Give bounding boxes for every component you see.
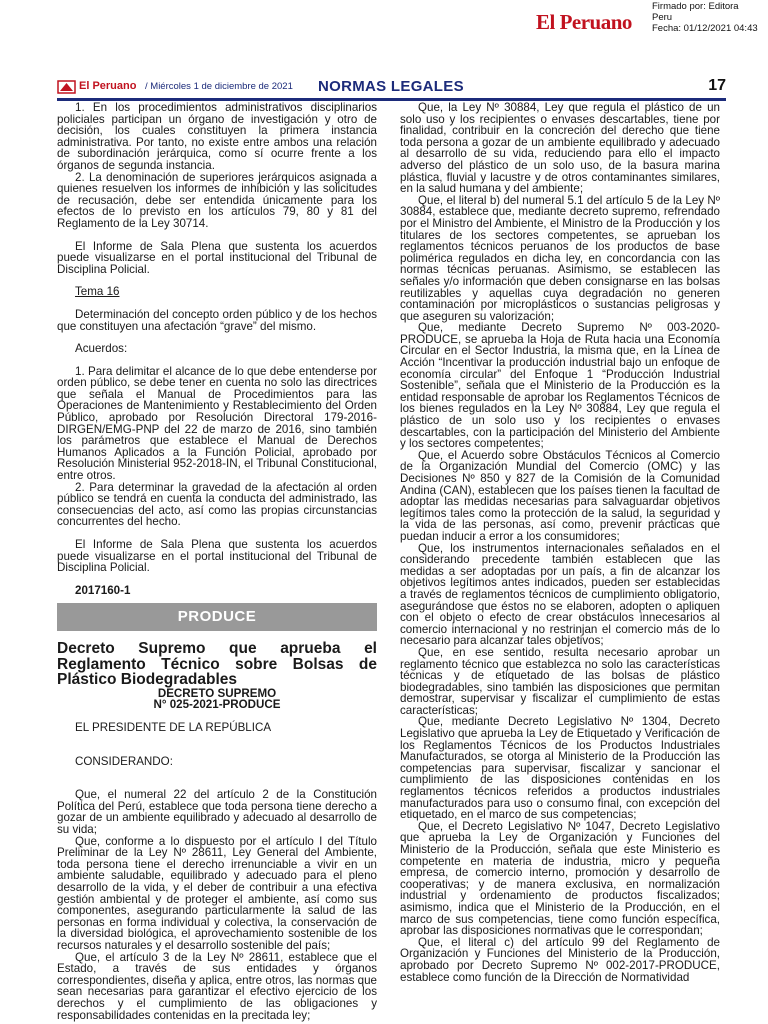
paragraph: El Informe de Sala Plena que sustenta los acuerdos puede visualizarse en el portal institucional del Tribunal de Disciplina Policial. [57, 239, 377, 276]
section-banner-produce: PRODUCE [57, 603, 377, 631]
page-number: 17 [708, 77, 726, 94]
header-date: / Miércoles 1 de diciembre de 2021 [145, 81, 293, 92]
paragraph: Que, mediante Decreto Supremo Nº 003-2020-PRODUCE, se aprueba la Hoja de Ruta hacia una Economía Circular en el Sector Industria, la misma que, en la Línea de Acción “Incentivar la producción industrial bajo un enfoque de economía circular” del Enfoque 1 “Producción Industrial Sostenible”, señala que el Ministerio de la Producción es la entidad responsable de aprobar los Reglamentos Técnicos de los bienes regulados en la Ley Nº 30884, Ley que regula el plástico de un solo uso y los recipientes o envases descartables, con la participación del Ministerio del Ambiente y los sectores competentes; [400, 321, 720, 451]
paragraph: El Informe de Sala Plena que sustenta los acuerdos puede visualizarse en el portal institucional del Tribunal de Disciplina Policial. [57, 538, 377, 575]
paragraph: Que, el literal c) del artículo 99 del Reglamento de Organización y Funciones del Ministerio de la Producción, aprobado por Decreto Supremo Nº 002-2017-PRODUCE, establece como función de la Dirección de Normatividad [400, 935, 720, 984]
paragraph: 1. Para delimitar el alcance de lo que debe entenderse por orden público, se debe tener en cuenta no solo las directrices que señala el Manual de Procedimientos para las Operaciones de Mantenimiento y Restablecimiento del Orden Público, aprobado por Resolución Directoral 179-2016-DIRGEN/EMG-PNP del 22 de marzo de 2016, sino también los parámetros que establece el Manual de Derechos Humanos Aplicados a la Función Policial, aprobado por Resolución Ministerial 952-2018-IN, el Tribunal Constitucional, entre otros. [57, 364, 377, 483]
left-column [57, 102, 377, 1021]
digital-signature [652, 1, 758, 34]
paragraph: Acuerdos: [75, 342, 128, 356]
page-header [57, 78, 726, 101]
decree-title: Decreto Supremo que aprueba el Reglamento Técnico sobre Bolsas de Plástico Biodegradables [57, 640, 377, 689]
paragraph: Que, el literal b) del numeral 5.1 del artículo 5 de la Ley Nº 30884, establece que, mediante decreto supremo, refrendado por el Ministro del Ambiente, el Ministro de la Producción y los titulares de los sectores competentes, se aprueban los reglamentos técnicos peruanos de los productos de base polimérica regulados en dicha ley, en concordancia con las normas técnicas peruanas. Asimismo, se establecen las señales y/o información que deben consignarse en las bolsas reutilizables y aquellas cuya degradación no generen contaminación por microplásticos o sustancias peligrosas y que aseguren su valorización; [400, 193, 720, 323]
paragraph: Que, el artículo 3 de la Ley Nº 28611, establece que el Estado, a través de sus entidades y órganos correspondientes, diseña y aplica, entre otros, las normas que sean necesarias para garantizar el efectivo ejercicio de los derechos y el cumplimiento de las obligaciones y responsabilidades contenidas en la precitada ley; [57, 950, 377, 1022]
paragraph: Que, el numeral 22 del artículo 2 de la Constitución Política del Perú, establece que toda persona tiene derecho a gozar de un ambiente equilibrado y adecuado al desarrollo de su vida; [57, 788, 377, 837]
paragraph: Que, en ese sentido, resulta necesario aprobar un reglamento técnico que establezca no solo las características técnicas y de etiquetado de las bolsas de plástico biodegradables, sino también las disposiciones que permitan demostrar, supervisar y fiscalizar el cumplimiento de estas características; [400, 645, 720, 717]
paragraph: 1. En los procedimientos administrativos disciplinarios policiales participan un órgano de investigación y otro de decisión, los cuales constituyen la primera instancia administrativa. Por tanto, no existe entre ambos una relación de subordinación jerárquica, como sí ocurre frente a los órganos de segunda instancia. [57, 101, 377, 172]
section-title: NORMAS LEGALES [318, 78, 464, 95]
decree-number: N° 025-2021-PRODUCE [153, 698, 281, 712]
paragraph: Que, el Acuerdo sobre Obstáculos Técnicos al Comercio de la Organización Mundial del Comercio (OMC) y las Decisiones Nº 850 y 827 de la Comisión de la Comunidad Andina (CAN), establecen que los países tienen la facultad de adoptar las medidas necesarias para salvaguardar objetivos legítimos tales como la protección de la salud, la seguridad y la vida de las personas, así como, prevenir prácticas que puedan inducir a error a los consumidores; [400, 448, 720, 543]
paragraph: Que, los instrumentos internacionales señalados en el considerando precedente también establecen que las medidas a ser adoptadas por un país, a fin de alcanzar los objetivos legítimos antes indicados, pueden ser establecidas a través de reglamentos técnicos de cumplimiento obligatorio, asegurándose que éstos no se elaboren, adopten o apliquen con el objeto o efecto de crear obstáculos innecesarios al comercio internacional y no restrinjan el comercio más de lo necesario para alcanzar tales objetivos; [400, 541, 720, 648]
right-column [400, 102, 720, 983]
paragraph: 2. Para determinar la gravedad de la afectación al orden público se tendrá en cuenta la conducta del administrado, las consecuencias del acto, así como las propias circunstancias concurrentes del hecho. [57, 480, 377, 529]
paragraph: Que, conforme a lo dispuesto por el artículo I del Título Preliminar de la Ley Nº 28611, Ley General del Ambiente, toda persona tiene el derecho irrenunciable a vivir en un ambiente saludable, equilibrado y adecuado para el pleno desarrollo de la vida, y el deber de contribuir a una efectiva gestión ambiental y de proteger el ambiente, así como sus componentes, asegurando particularmente la salud de las personas en forma individual y colectiva, la conservación de la diversidad biológica, el aprovechamiento sostenible de los recursos naturales y el desarrollo sostenible del país; [57, 834, 377, 952]
el-peruano-logo: El Peruano [536, 10, 632, 34]
decree-label: DECRETO SUPREMO [157, 686, 277, 700]
paragraph: Que, mediante Decreto Legislativo Nº 1304, Decreto Legislativo que aprueba la Ley de Etiquetado y Verificación de los Reglamentos Técnicos de los Productos Industriales Manufacturados, se otorga al Ministerio de la Producción las competencias para supervisar, fiscalizar y sancionar el cumplimiento de las disposiciones contenidas en los reglamentos técnicos referidos a productos industriales manufacturados para uso o consumo final, con excepción del etiquetado, en el marco de sus competencias; [400, 715, 720, 822]
document-code: 2017160-1 [75, 583, 131, 597]
topic-heading: Tema 16 [75, 285, 120, 299]
peruano-emblem-icon [57, 79, 76, 95]
signature-line: Firmado por: Editora [652, 1, 739, 12]
header-brand: El Peruano [79, 80, 137, 92]
paragraph: EL PRESIDENTE DE LA REPÚBLICA [75, 721, 272, 735]
signature-line: Peru [652, 12, 673, 23]
paragraph: Determinación del concepto orden público y de los hechos que constituyen una afectación “grave” del mismo. [57, 307, 377, 333]
paragraph: Que, el Decreto Legislativo Nº 1047, Decreto Legislativo que aprueba la Ley de Organización y Funciones del Ministerio de la Producción, señala que este Ministerio es competente en materia de industria, micro y pequeña empresa, de comercio interno, promoción y desarrollo de cooperativas; y de manera exclusiva, en normalización industrial y ordenamiento de productos fiscalizados; asimismo, indica que el Ministerio de la Producción, en el marco de sus competencias, tiene como función específica, aprobar las disposiciones normativas que le correspondan; [400, 819, 720, 938]
top-signature-bar [0, 0, 768, 38]
paragraph: CONSIDERANDO: [75, 754, 173, 768]
paragraph: Que, la Ley Nº 30884, Ley que regula el plástico de un solo uso y los recipientes o envases descartables, tiene por finalidad, contribuir en la concreción del derecho que tiene toda persona a gozar de un ambiente equilibrado y adecuado al desarrollo de su vida, reduciendo para ello el impacto adverso del plástico de un solo uso, de la basura marina plástica, fluvial y lacustre y de otros contaminantes similares, en la salud humana y del ambiente; [400, 101, 720, 196]
paragraph: 2. La denominación de superiores jerárquicos asignada a quienes resuelven los informes de inhibición y las solicitudes de recusación, debe ser entendida únicamente para los efectos de lo previsto en los artículos 79, 80 y 81 del Reglamento de la Ley 30714. [57, 170, 377, 230]
signature-line: Fecha: 01/12/2021 04:43 [652, 23, 758, 34]
